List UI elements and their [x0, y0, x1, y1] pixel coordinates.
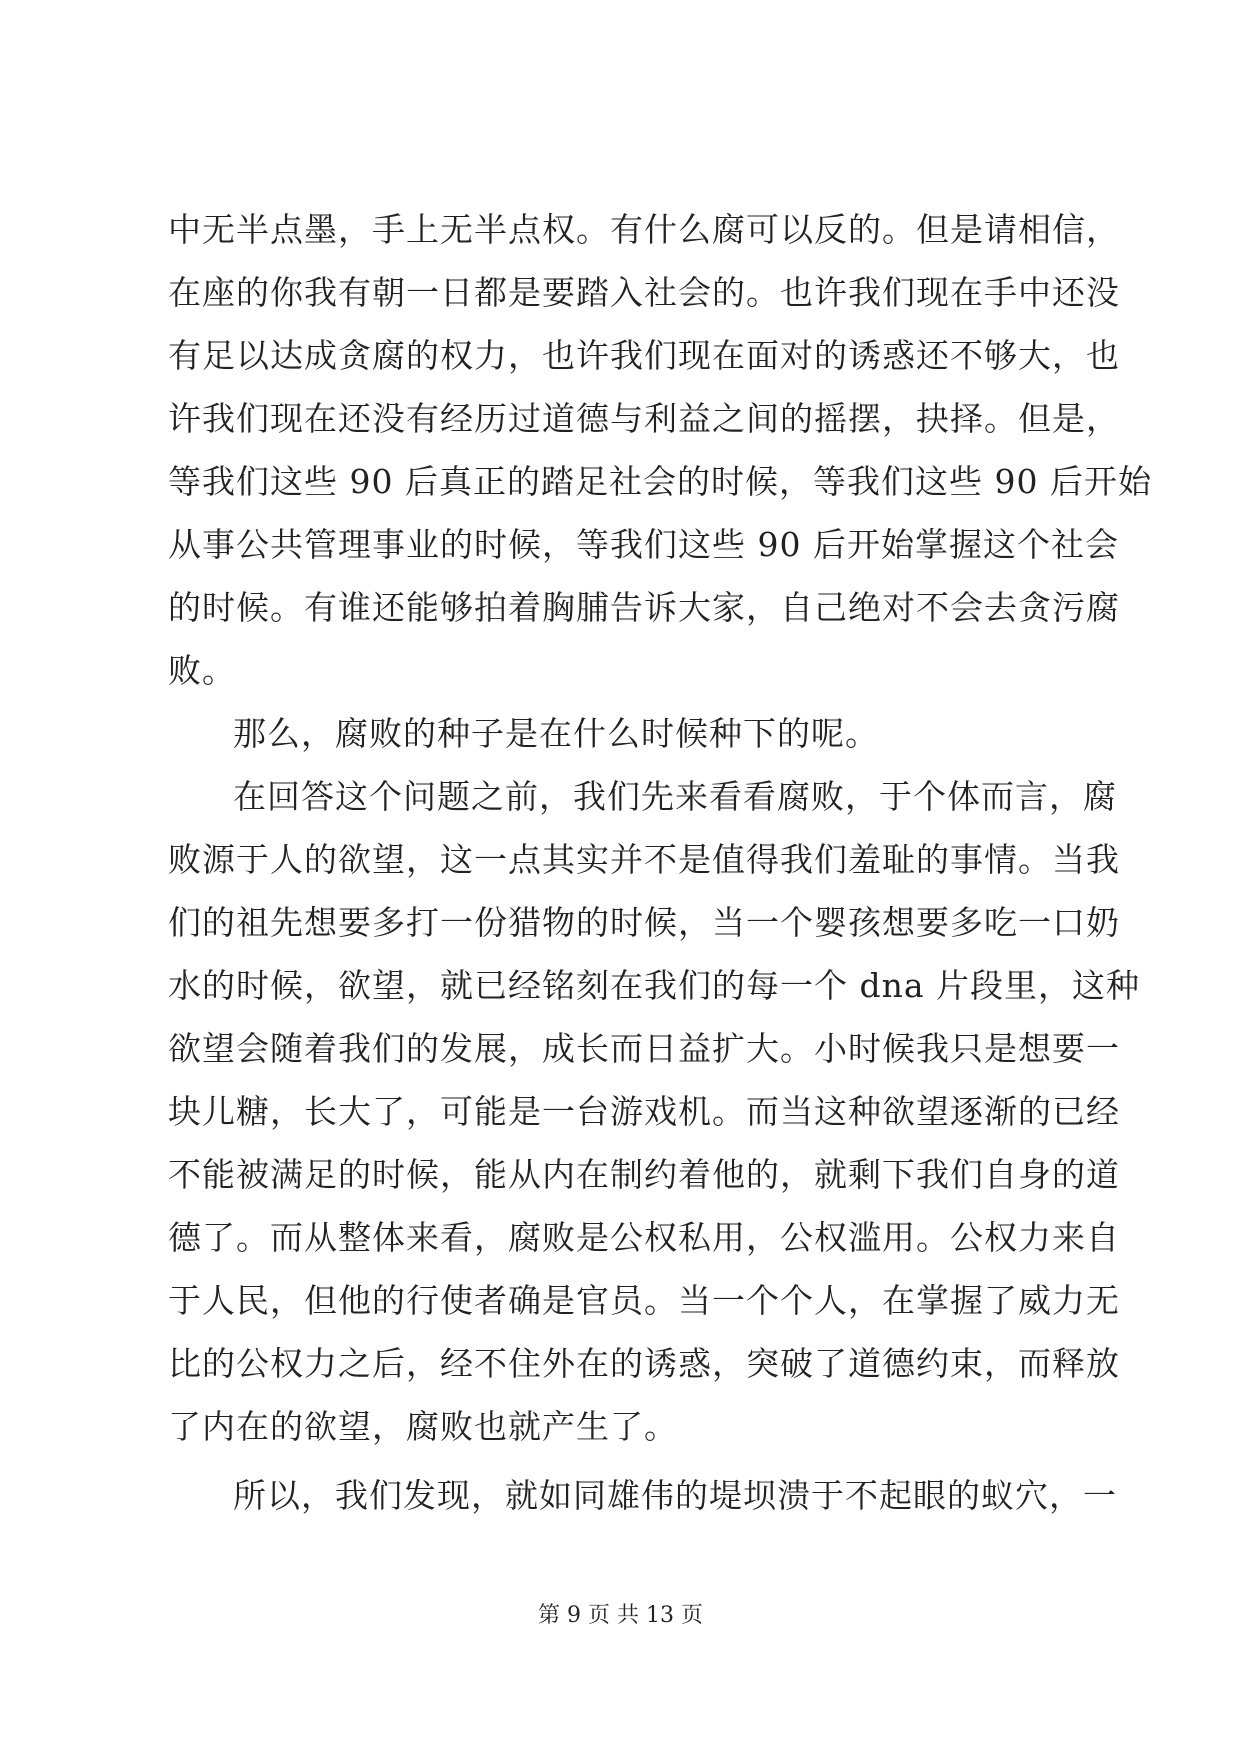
text-line-15: 块儿糖，长大了，可能是一台游戏机。而当这种欲望逐渐的已经: [168, 1092, 1120, 1131]
text-line-21: 所以，我们发现，就如同雄伟的堤坝溃于不起眼的蚁穴，一: [233, 1476, 1117, 1515]
page-number-footer: 第 9 页 共 13 页: [538, 1603, 703, 1628]
text-line-19: 比的公权力之后，经不住外在的诱惑，突破了道德约束，而释放: [168, 1344, 1120, 1383]
text-line-20: 了内在的欲望，腐败也就产生了。: [168, 1407, 678, 1446]
text-line-7: 的时候。有谁还能够拍着胸脯告诉大家，自己绝对不会去贪污腐: [168, 588, 1120, 627]
text-line-11: 败源于人的欲望，这一点其实并不是值得我们羞耻的事情。当我: [168, 840, 1120, 879]
text-line-6: 从事公共管理事业的时候，等我们这些 90 后开始掌握这个社会: [168, 525, 1119, 564]
text-line-4: 许我们现在还没有经历过道德与利益之间的摇摆，抉择。但是，: [168, 399, 1120, 438]
text-line-13: 水的时候，欲望，就已经铭刻在我们的每一个 dna 片段里，这种: [168, 966, 1141, 1005]
text-line-14: 欲望会随着我们的发展，成长而日益扩大。小时候我只是想要一: [168, 1029, 1120, 1068]
text-line-12: 们的祖先想要多打一份猎物的时候，当一个婴孩想要多吃一口奶: [168, 903, 1120, 942]
text-line-18: 于人民，但他的行使者确是官员。当一个个人，在掌握了威力无: [168, 1281, 1120, 1320]
text-line-10: 在回答这个问题之前，我们先来看看腐败，于个体而言，腐: [233, 777, 1117, 816]
text-line-5: 等我们这些 90 后真正的踏足社会的时候，等我们这些 90 后开始: [168, 462, 1152, 501]
text-line-2: 在座的你我有朝一日都是要踏入社会的。也许我们现在手中还没: [168, 273, 1120, 312]
text-line-9: 那么，腐败的种子是在什么时候种下的呢。: [233, 714, 879, 753]
text-line-16: 不能被满足的时候，能从内在制约着他的，就剩下我们自身的道: [168, 1155, 1120, 1194]
text-line-1: 中无半点墨，手上无半点权。有什么腐可以反的。但是请相信，: [168, 210, 1120, 249]
text-line-17: 德了。而从整体来看，腐败是公权私用，公权滥用。公权力来自: [168, 1218, 1120, 1257]
text-line-8: 败。: [168, 651, 236, 690]
text-line-3: 有足以达成贪腐的权力，也许我们现在面对的诱惑还不够大，也: [168, 336, 1120, 375]
